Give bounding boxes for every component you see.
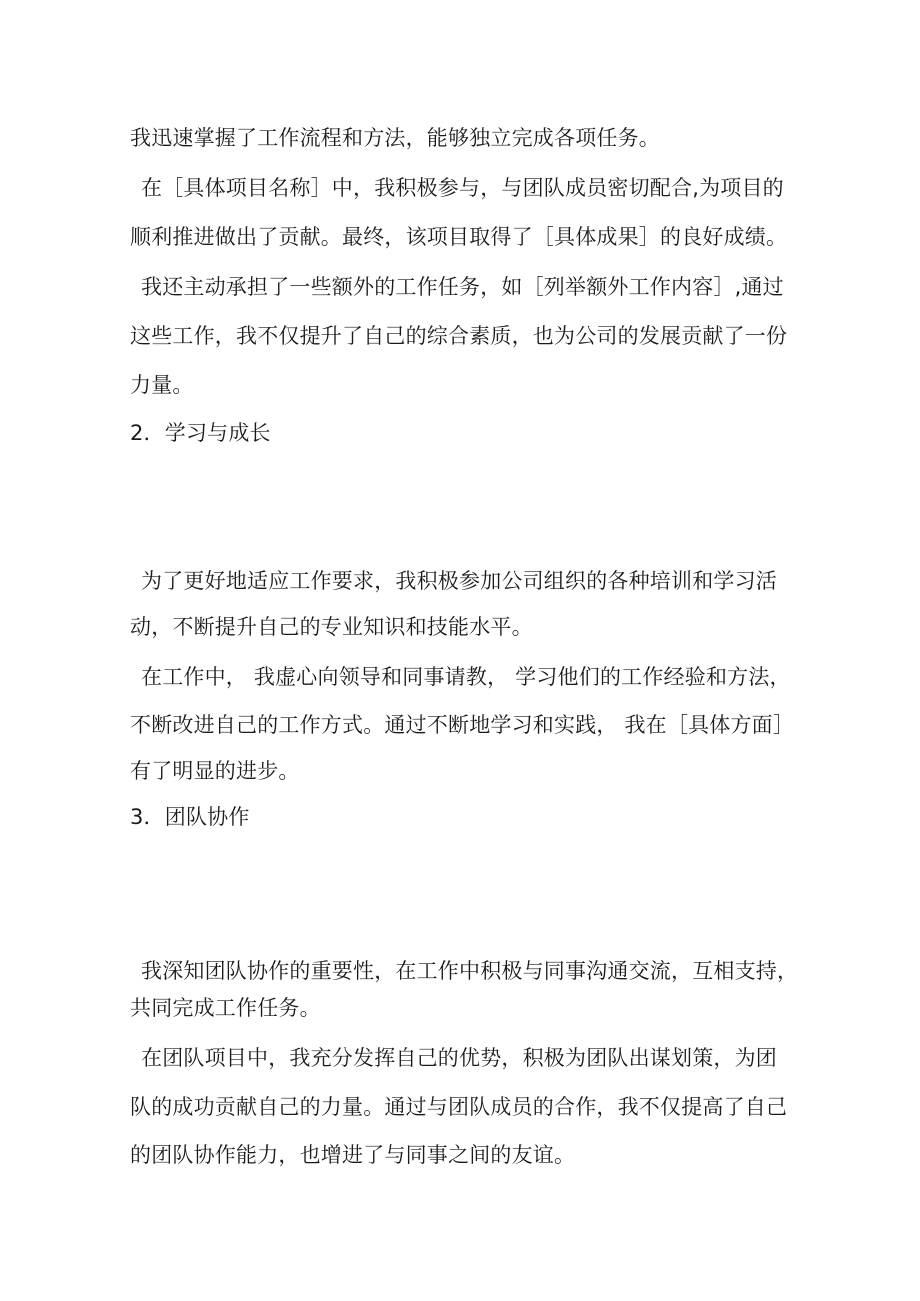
paragraph-line: 在［具体项目名称］中，我积极参与，与团队成员密切配合,为项目的	[141, 176, 784, 200]
paragraph-line: 这些工作，我不仅提升了自己的综合素质，也为公司的发展贡献了一份	[130, 324, 788, 348]
paragraph-line: 动，不断提升自己的专业知识和技能水平。	[130, 615, 533, 639]
paragraph-line: 为了更好地适应工作要求，我积极参加公司组织的各种培训和学习活	[141, 569, 777, 593]
section-heading-learning: 2．学习与成长	[130, 421, 271, 445]
paragraph-line: 我深知团队协作的重要性，在工作中积极与同事沟通交流，互相支持，	[141, 959, 799, 983]
paragraph-line: 共同完成工作任务。	[130, 996, 321, 1020]
paragraph-line: 的团队协作能力，也增进了与同事之间的友谊。	[130, 1143, 576, 1167]
section-heading-teamwork: 3．团队协作	[130, 805, 250, 829]
paragraph-line: 我迅速掌握了工作流程和方法，能够独立完成各项任务。	[130, 126, 660, 150]
paragraph-line: 力量。	[130, 373, 194, 397]
paragraph-line: 在团队项目中，我充分发挥自己的优势，积极为团队出谋划策，为团	[141, 1046, 777, 1070]
paragraph-line: 我还主动承担了一些额外的工作任务，如［列举额外工作内容］,通过	[141, 275, 784, 299]
paragraph-line: 顺利推进做出了贡献。最终，该项目取得了［具体成果］的良好成绩。	[130, 225, 788, 249]
paragraph-line: 有了明显的进步。	[130, 759, 300, 783]
paragraph-line: 不断改进自己的工作方式。通过不断地学习和实践， 我在［具体方面］	[130, 713, 795, 737]
paragraph-line: 队的成功贡献自己的力量。通过与团队成员的合作，我不仅提高了自己	[130, 1095, 788, 1119]
paragraph-line: 在工作中， 我虚心向领导和同事请教， 学习他们的工作经验和方法，	[141, 665, 791, 689]
